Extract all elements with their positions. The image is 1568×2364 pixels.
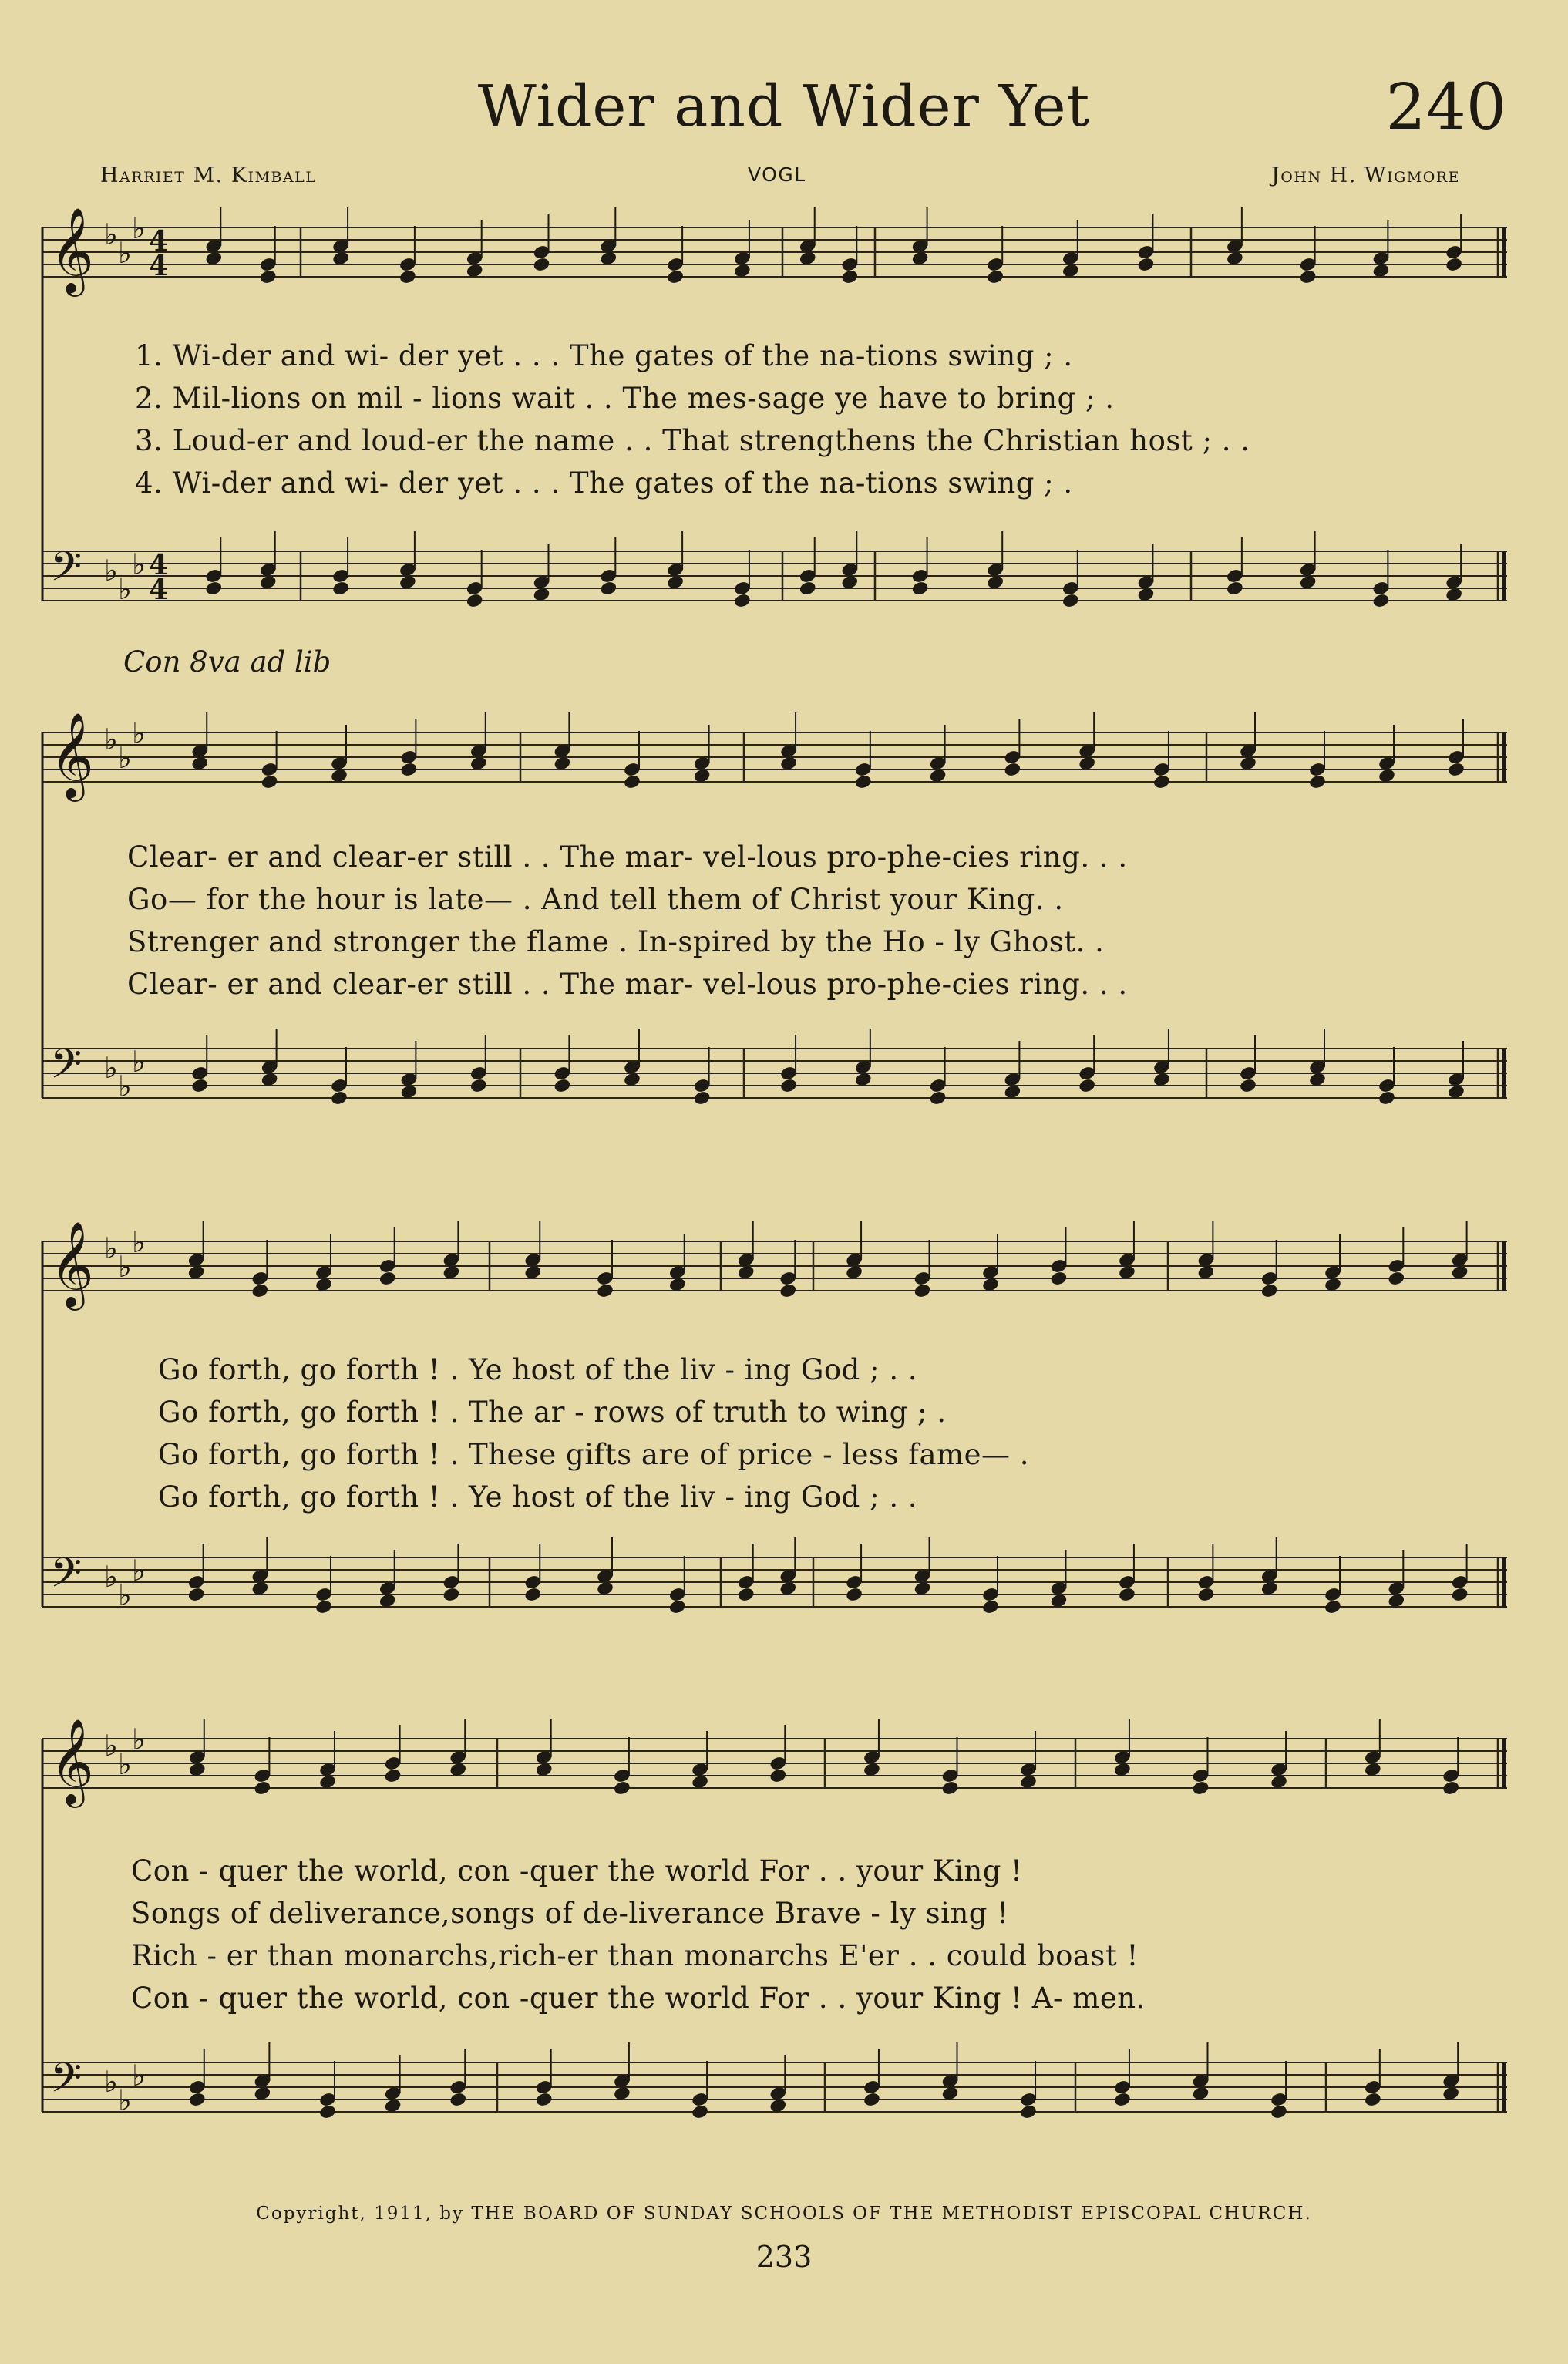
notehead — [1445, 257, 1463, 273]
notehead — [981, 1599, 1000, 1615]
flat-sign-icon: ♭ — [118, 741, 132, 775]
notehead — [691, 2104, 709, 2120]
notehead — [693, 1090, 712, 1106]
flat-sign-icon: ♭ — [118, 2083, 132, 2117]
flat-sign-icon: ♭ — [104, 1560, 118, 1594]
notehead — [449, 2092, 467, 2108]
notehead — [733, 593, 752, 609]
notehead — [1308, 774, 1327, 790]
flat-sign-icon: ♭ — [132, 211, 146, 245]
notehead — [1442, 1780, 1460, 1797]
notehead — [384, 1768, 402, 1784]
flat-sign-icon: ♭ — [118, 1250, 132, 1284]
notehead — [737, 1587, 755, 1603]
notehead — [330, 1090, 348, 1106]
music-system-1 — [42, 207, 1507, 679]
notehead — [187, 1587, 206, 1603]
notehead — [941, 1780, 960, 1797]
notehead — [553, 1078, 571, 1094]
notehead — [1049, 1271, 1068, 1287]
notehead — [769, 1768, 787, 1784]
time-signature: 4 — [149, 574, 169, 606]
time-signature: 4 — [149, 549, 169, 581]
lyric-line: 3. Loud-er and loud-er the name . . That strengthens the Christian host ; . . — [135, 424, 1250, 457]
notehead — [190, 1078, 209, 1094]
flat-sign-icon: ♭ — [132, 2059, 146, 2093]
time-signature: 4 — [149, 250, 169, 282]
notehead — [315, 1599, 333, 1615]
notehead — [399, 269, 417, 285]
notehead — [442, 1587, 460, 1603]
time-signature: 4 — [149, 225, 169, 258]
flat-sign-icon: ♭ — [118, 1069, 132, 1103]
notehead — [1451, 1587, 1469, 1603]
lyric-line: Clear- er and clear-er still . . The mar- vel-lous pro-phe-cies ring. . . — [127, 968, 1128, 1001]
treble-clef-icon: 𝄞 — [50, 1221, 94, 1307]
notehead — [1299, 269, 1317, 285]
performance-direction: Con 8va ad lib — [123, 645, 331, 679]
lyric-line: Go forth, go forth ! . These gifts are of price - less fame— . — [158, 1438, 1030, 1471]
notehead — [1378, 1090, 1396, 1106]
flat-sign-icon: ♭ — [104, 217, 118, 251]
bass-staff — [42, 1537, 1507, 1615]
notehead — [1192, 1780, 1210, 1797]
notehead — [779, 1283, 797, 1299]
notehead — [840, 269, 859, 285]
notehead — [596, 1283, 614, 1299]
notehead — [188, 2092, 207, 2108]
flat-sign-icon: ♭ — [104, 1051, 118, 1085]
bass-staff — [42, 1029, 1507, 1106]
treble-clef-icon: 𝄞 — [50, 207, 94, 293]
notehead — [911, 581, 930, 597]
notehead — [666, 269, 685, 285]
flat-sign-icon: ♭ — [132, 716, 146, 750]
bass-clef-icon: 𝄢 — [50, 544, 82, 601]
notehead — [1118, 1587, 1136, 1603]
lyric-line: Go forth, go forth ! . Ye host of the liv - ing God ; . . — [158, 1353, 918, 1386]
hymn-number: 240 — [1385, 71, 1506, 144]
treble-staff — [42, 712, 1507, 802]
notehead — [1260, 1283, 1279, 1299]
hymn-title: Wider and Wider Yet — [477, 73, 1091, 140]
notehead — [1226, 581, 1244, 597]
bass-clef-icon: 𝄢 — [50, 1550, 82, 1607]
words-credit: Harriet M. Kimball — [100, 163, 317, 187]
flat-sign-icon: ♭ — [132, 1225, 146, 1259]
notehead — [799, 581, 817, 597]
notehead — [523, 1587, 542, 1603]
notehead — [535, 2092, 554, 2108]
lyric-line: 1. Wi-der and wi- der yet . . . The gates of the na-tions swing ; . — [135, 339, 1073, 372]
flat-sign-icon: ♭ — [118, 1578, 132, 1612]
flat-sign-icon: ♭ — [132, 1554, 146, 1588]
lyric-line: Con - quer the world, con -quer the world For . . your King ! — [131, 1854, 1023, 1887]
flat-sign-icon: ♭ — [104, 1729, 118, 1763]
notehead — [914, 1283, 932, 1299]
notehead — [1324, 1599, 1342, 1615]
notehead — [1078, 1078, 1096, 1094]
notehead — [1019, 2104, 1038, 2120]
bass-clef-icon: 𝄢 — [50, 2055, 82, 2112]
notehead — [204, 581, 223, 597]
notehead — [1062, 593, 1080, 609]
notehead — [251, 1283, 269, 1299]
flat-sign-icon: ♭ — [118, 572, 132, 606]
lyric-line: Con - quer the world, con -quer the world For . . your King ! A- men. — [131, 1982, 1146, 2015]
copyright-notice: Copyright, 1911, by THE BOARD OF SUNDAY SCHOOLS OF THE METHODIST EPISCOPAL CHURCH. — [256, 2204, 1312, 2224]
bass-staff — [42, 2042, 1507, 2120]
treble-clef-icon: 𝄞 — [50, 1718, 94, 1804]
treble-clef-icon: 𝄞 — [50, 712, 94, 798]
lyric-line: Go— for the hour is late— . And tell them of Christ your King. . — [127, 883, 1064, 916]
notehead — [986, 269, 1004, 285]
notehead — [399, 762, 418, 778]
lyric-line: Go forth, go forth ! . The ar - rows of truth to wing ; . — [158, 1396, 947, 1429]
notehead — [1196, 1587, 1215, 1603]
music-system-3 — [42, 1221, 1507, 1696]
notehead — [854, 774, 873, 790]
notehead — [331, 581, 350, 597]
notehead — [929, 1090, 947, 1106]
notehead — [259, 269, 278, 285]
bass-clef-icon: 𝄢 — [50, 1041, 82, 1098]
tune-name: VOGL — [748, 163, 806, 186]
flat-sign-icon: ♭ — [104, 1231, 118, 1265]
music-system-4 — [42, 1718, 1507, 2194]
treble-staff — [42, 207, 1507, 297]
notehead — [1136, 257, 1155, 273]
notehead — [1113, 2092, 1132, 2108]
music-credit: John H. Wigmore — [1270, 163, 1460, 187]
notehead — [466, 593, 484, 609]
treble-staff — [42, 1718, 1507, 1808]
notehead — [1003, 762, 1021, 778]
notehead — [533, 257, 551, 273]
bass-staff — [42, 531, 1507, 608]
notehead — [845, 1587, 863, 1603]
music-system-2 — [42, 712, 1507, 1187]
flat-sign-icon: ♭ — [132, 547, 146, 581]
notehead — [779, 1078, 798, 1094]
lyric-line: Songs of deliverance,songs of de-liverance Brave - ly sing ! — [131, 1897, 1009, 1930]
treble-staff — [42, 1221, 1507, 1311]
notehead — [1371, 593, 1390, 609]
notehead — [863, 2092, 881, 2108]
notehead — [318, 2104, 337, 2120]
notehead — [613, 1780, 631, 1797]
flat-sign-icon: ♭ — [118, 236, 132, 270]
notehead — [1270, 2104, 1288, 2120]
page-number: 233 — [755, 2240, 813, 2274]
notehead — [1387, 1271, 1405, 1287]
flat-sign-icon: ♭ — [118, 1747, 132, 1781]
notehead — [1239, 1078, 1257, 1094]
notehead — [668, 1599, 687, 1615]
flat-sign-icon: ♭ — [132, 1045, 146, 1079]
notehead — [261, 774, 279, 790]
flat-sign-icon: ♭ — [104, 554, 118, 588]
lyric-line: Go forth, go forth ! . Ye host of the liv - ing God ; . . — [158, 1480, 918, 1514]
notehead — [253, 1780, 271, 1797]
flat-sign-icon: ♭ — [104, 722, 118, 756]
notehead — [1447, 762, 1465, 778]
lyric-line: Rich - er than monarchs,rich-er than monarchs E'er . . could boast ! — [131, 1939, 1139, 1972]
lyric-line: Strenger and stronger the flame . In-spired by the Ho - ly Ghost. . — [127, 925, 1105, 958]
notehead — [469, 1078, 488, 1094]
notehead — [623, 774, 641, 790]
notehead — [1364, 2092, 1382, 2108]
flat-sign-icon: ♭ — [132, 1722, 146, 1756]
lyric-line: 4. Wi-der and wi- der yet . . . The gates of the na-tions swing ; . — [135, 466, 1073, 500]
lyric-line: 2. Mil-lions on mil - lions wait . . The mes-sage ye have to bring ; . — [135, 382, 1115, 415]
notehead — [1152, 774, 1171, 790]
notehead — [379, 1271, 397, 1287]
lyric-line: Clear- er and clear-er still . . The mar- vel-lous pro-phe-cies ring. . . — [127, 840, 1128, 874]
flat-sign-icon: ♭ — [104, 2065, 118, 2099]
notehead — [599, 581, 617, 597]
